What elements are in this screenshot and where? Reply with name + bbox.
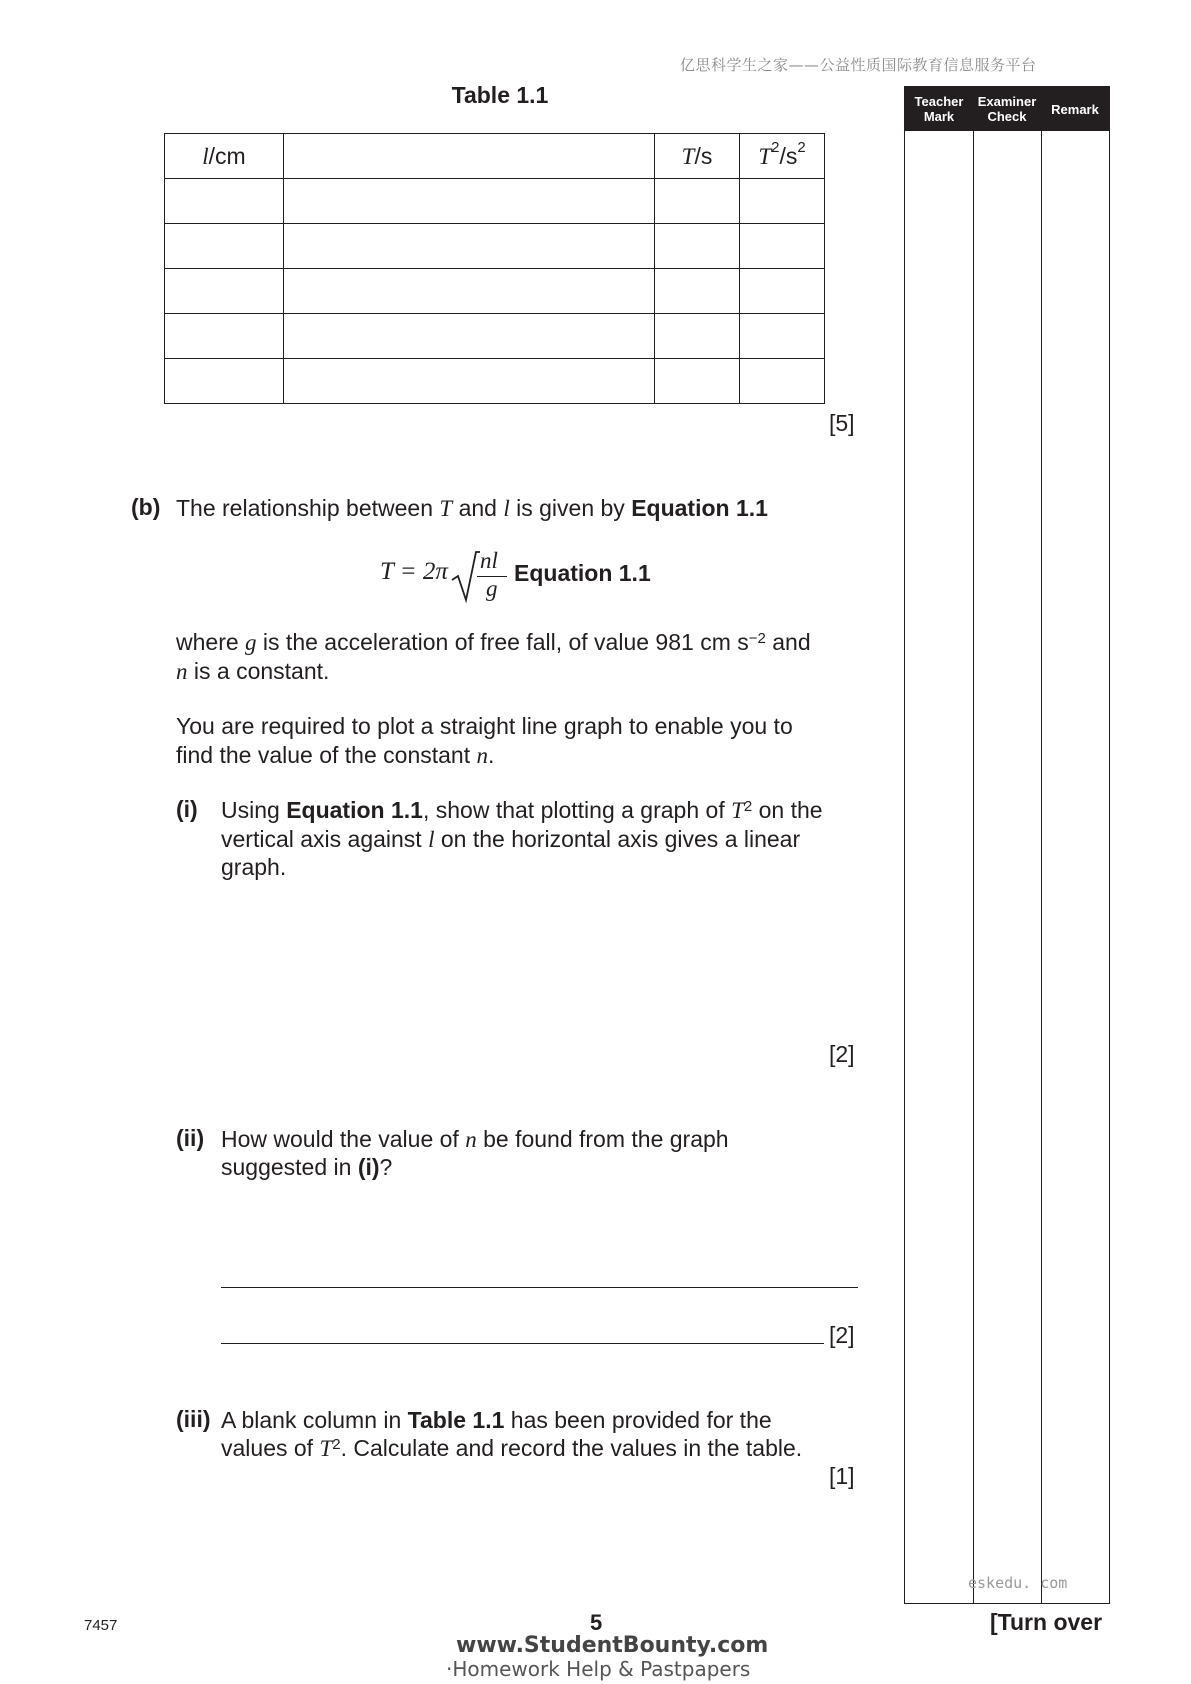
studentbounty-url[interactable]: www.StudentBounty.com	[456, 1633, 769, 1658]
required-text-line2: find the value of the constant n.	[176, 742, 495, 768]
part-iii-marks: [1]	[829, 1463, 855, 1489]
table-cell[interactable]	[165, 179, 284, 224]
table-cell[interactable]	[655, 269, 740, 314]
examiner-check-column	[973, 87, 1041, 1603]
table-row	[165, 359, 825, 404]
table-cell[interactable]	[655, 359, 740, 404]
table-cell[interactable]	[655, 179, 740, 224]
equation-numerator: nl	[480, 548, 498, 573]
part-i-marks: [2]	[829, 1041, 855, 1067]
answer-line[interactable]	[221, 1343, 824, 1344]
table-cell[interactable]	[165, 269, 284, 314]
examiner-check-heading: Examiner Check	[977, 94, 1037, 124]
paper-code: 7457	[84, 1617, 118, 1634]
table-cell[interactable]	[284, 179, 655, 224]
answer-line[interactable]	[221, 1287, 858, 1288]
header-length: l/cm	[165, 134, 284, 179]
table-cell[interactable]	[740, 179, 825, 224]
part-i-line3: graph.	[221, 854, 287, 880]
table-cell[interactable]	[165, 359, 284, 404]
header-period: T/s	[655, 134, 740, 179]
part-b-label: (b)	[131, 494, 161, 520]
table-cell[interactable]	[284, 269, 655, 314]
equation-label: Equation 1.1	[514, 560, 651, 586]
turn-over: [Turn over	[990, 1609, 1103, 1635]
equation-lhs: T = 2π	[380, 558, 448, 585]
part-i-line2: vertical axis against l on the horizontal axis gives a linear	[221, 826, 801, 852]
table-cell[interactable]	[284, 314, 655, 359]
column-divider	[973, 87, 974, 1603]
teacher-mark-column	[905, 87, 973, 1603]
table-title: Table 1.1	[451, 82, 549, 108]
header-period-squared: $T^2/s^2$	[740, 134, 825, 179]
column-divider	[1041, 87, 1042, 1603]
table-cell[interactable]	[655, 224, 740, 269]
where-text-line1: where g is the acceleration of free fall, of value 981 cm $s^{-2}$ and	[176, 629, 811, 655]
eskedu-watermark: eskedu. com	[968, 1574, 1068, 1592]
table-row	[165, 179, 825, 224]
part-ii-line2: suggested in (i)?	[221, 1154, 393, 1180]
table-row	[165, 314, 825, 359]
table-cell[interactable]	[165, 224, 284, 269]
header-watermark: 亿思科学生之家——公益性质国际教育信息服务平台	[680, 56, 1037, 74]
sqrt-sign	[450, 548, 480, 604]
results-table	[164, 133, 825, 404]
part-ii-marks: [2]	[829, 1322, 855, 1348]
table-cell[interactable]	[284, 359, 655, 404]
teacher-mark-heading: Teacher Mark	[914, 94, 964, 124]
table-cell[interactable]	[740, 359, 825, 404]
table-header-row	[165, 134, 825, 179]
table-row	[165, 224, 825, 269]
table-cell[interactable]	[655, 314, 740, 359]
part-ii-line1: How would the value of n be found from the graph	[221, 1126, 729, 1152]
part-iii-line2: values of $T^2$. Calculate and record the values in the table.	[221, 1435, 803, 1461]
marking-margin	[904, 86, 1110, 1604]
remark-heading: Remark	[1051, 101, 1099, 117]
where-text-line2: n is a constant.	[176, 658, 330, 684]
part-i-line1: Using Equation 1.1, show that plotting a graph of $T^2$ on the	[221, 797, 823, 823]
table-cell[interactable]	[740, 269, 825, 314]
part-iii-line1: A blank column in Table 1.1 has been provided for the	[221, 1407, 772, 1433]
page-number: 5	[590, 1610, 603, 1635]
table-row	[165, 269, 825, 314]
table-cell[interactable]	[284, 224, 655, 269]
header-blank	[284, 134, 655, 179]
table-cell[interactable]	[740, 224, 825, 269]
part-b-intro: The relationship between T and l is given by Equation 1.1	[176, 495, 768, 521]
table-cell[interactable]	[740, 314, 825, 359]
part-ii-label: (ii)	[176, 1125, 205, 1151]
part-iii-label: (iii)	[176, 1406, 211, 1432]
remark-column	[1041, 87, 1109, 1603]
studentbounty-tagline: ·Homework Help & Pastpapers	[446, 1657, 751, 1681]
required-text-line1: You are required to plot a straight line graph to enable you to	[176, 713, 793, 739]
equation-denominator: g	[486, 576, 498, 601]
part-i-label: (i)	[176, 796, 198, 822]
table-cell[interactable]	[165, 314, 284, 359]
table-marks: [5]	[829, 410, 855, 436]
